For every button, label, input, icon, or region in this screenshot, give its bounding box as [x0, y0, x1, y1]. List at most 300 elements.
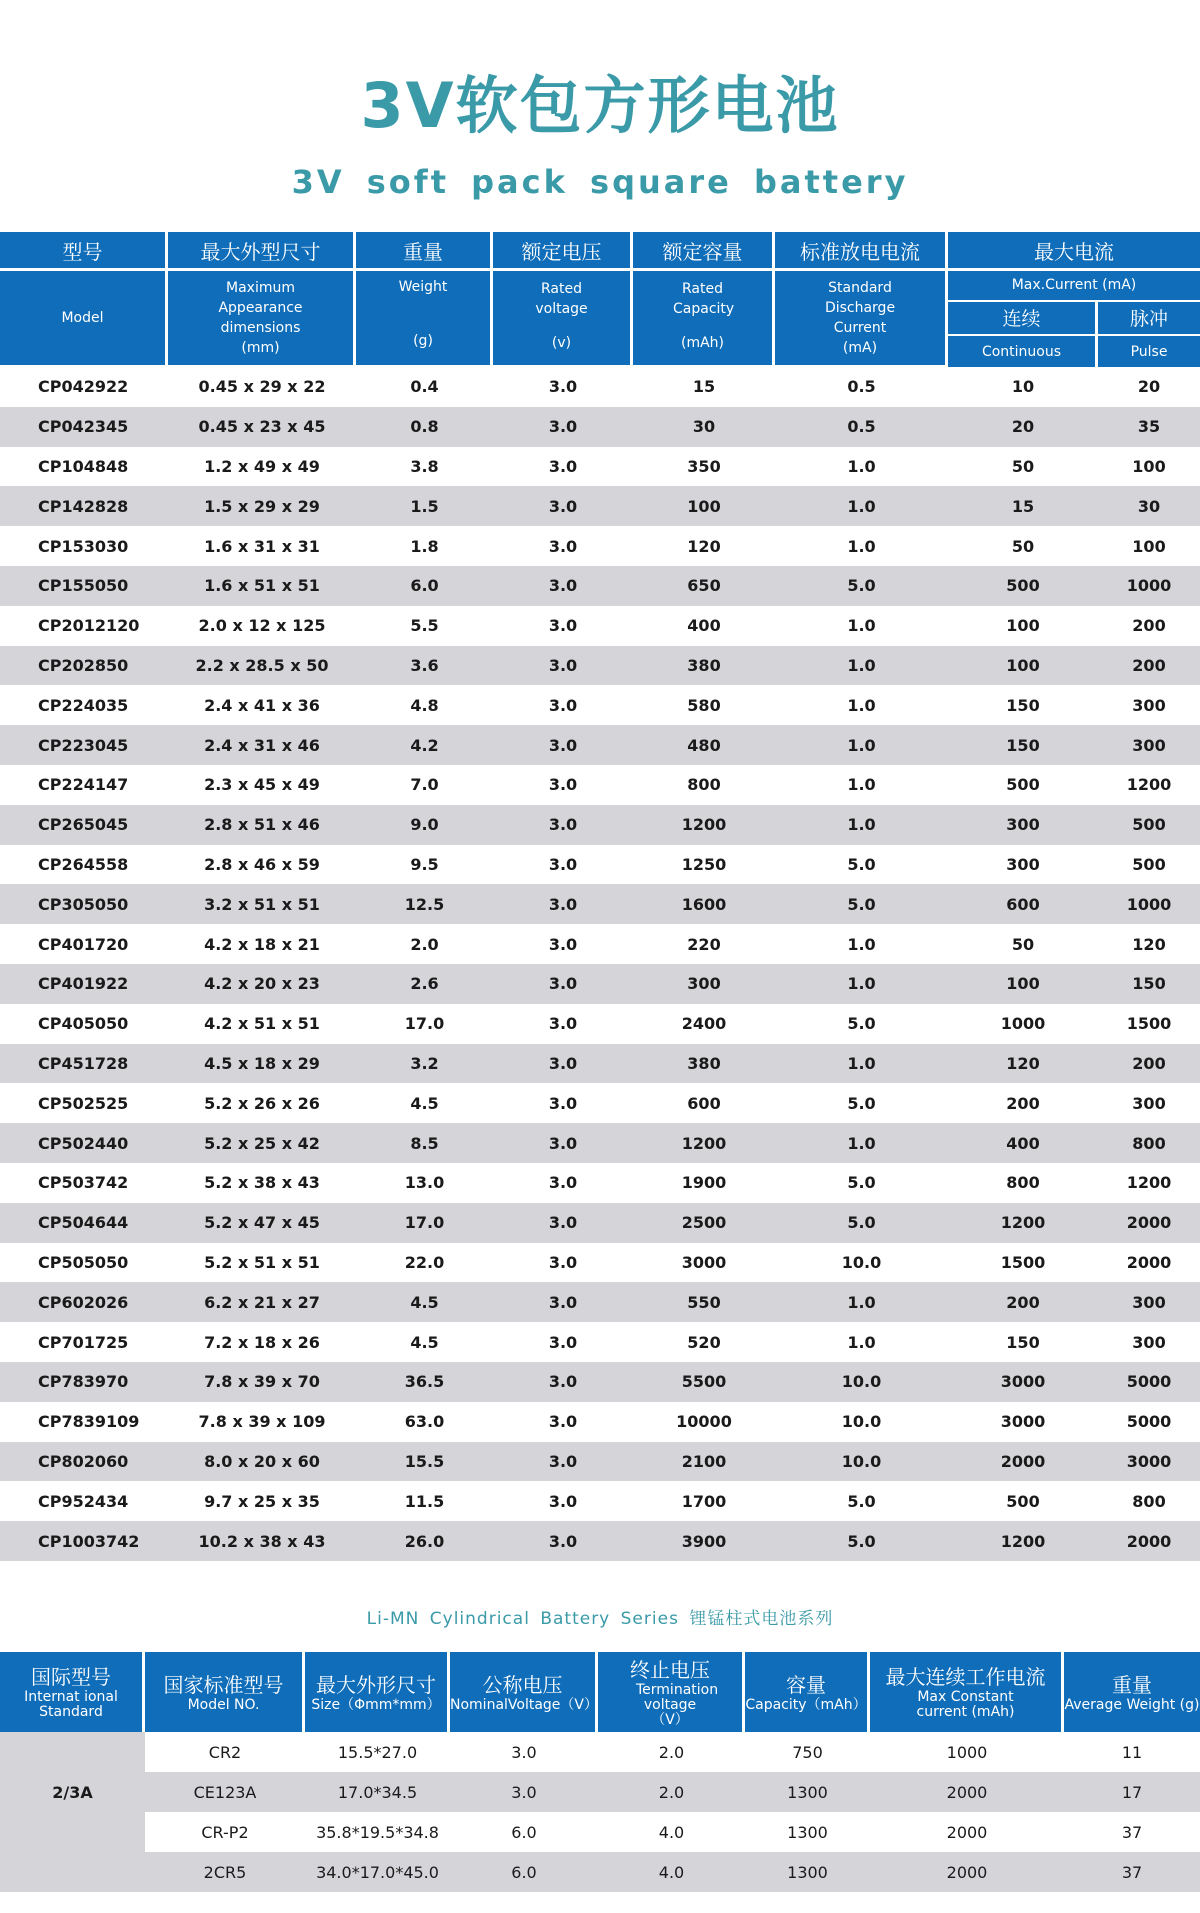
cell-weight: 11	[1064, 1732, 1200, 1772]
cell-capacity: 10000	[676, 1412, 732, 1432]
cell-pulse: 3000	[1098, 1442, 1200, 1482]
header-dimensions-unit: (mm)	[241, 340, 280, 356]
page-title-cn: 3V软包方形电池	[360, 69, 840, 142]
cell-capacity: 30	[633, 407, 775, 447]
cell-voltage: 3.0	[548, 377, 578, 397]
header-voltage-en	[493, 271, 633, 367]
header-discharge-label: Standard Discharge Current	[824, 280, 896, 336]
cell-continuous: 3000	[1000, 1412, 1046, 1432]
cell-model: CP502525	[38, 1093, 129, 1113]
cell-model: CP602026	[0, 1282, 168, 1322]
cell-voltage: 3.0	[493, 1203, 633, 1243]
cell-capacity: 350	[687, 456, 721, 476]
cell-capacity: 1300	[745, 1852, 870, 1892]
cell-continuous: 150	[1006, 695, 1040, 715]
cell-voltage: 3.0	[493, 1282, 633, 1322]
cell-dimensions: 0.45 x 23 x 45	[168, 407, 356, 447]
cell-capacity: 2400	[681, 1014, 727, 1034]
cell-model: CP2012120	[38, 616, 140, 636]
cell-model: CP223045	[0, 725, 168, 765]
cell-weight: 37	[1064, 1852, 1200, 1892]
cell-discharge: 1.0	[847, 616, 876, 636]
cell-dimensions: 1.2 x 49 x 49	[204, 456, 320, 476]
cell-discharge: 1.0	[775, 1282, 948, 1322]
cell-nominal-voltage: 6.0	[450, 1852, 598, 1892]
cell-capacity: 2100	[633, 1442, 775, 1482]
cell-model: CP701725	[38, 1332, 129, 1352]
cell-dimensions: 4.2 x 20 x 23	[168, 964, 356, 1004]
header-nominal-voltage: 公称电压 NominalVoltage（V）	[450, 1652, 598, 1732]
cell-voltage: 3.0	[548, 1412, 578, 1432]
cell-pulse: 800	[1132, 1491, 1166, 1511]
cell-model: CP504644	[0, 1203, 168, 1243]
cell-termination-voltage: 4.0	[598, 1812, 745, 1852]
table-row	[0, 1732, 1200, 1772]
table-row	[0, 845, 1200, 885]
cell-dimensions: 5.2 x 38 x 43	[204, 1173, 320, 1193]
cell-continuous: 50	[1011, 934, 1035, 954]
cell-weight: 4.5	[410, 1093, 439, 1113]
cell-pulse: 1200	[1126, 1173, 1172, 1193]
cell-continuous: 50	[1011, 456, 1035, 476]
cell-discharge: 5.0	[847, 854, 876, 874]
cell-weight: 36.5	[356, 1362, 493, 1402]
cell-discharge: 0.5	[847, 377, 876, 397]
cell-voltage: 3.0	[493, 646, 633, 686]
cell-weight: 2.6	[356, 964, 493, 1004]
cell-continuous: 300	[1006, 854, 1040, 874]
table-row	[0, 367, 1200, 407]
cell-weight: 3.2	[356, 1044, 493, 1084]
cell-pulse: 1000	[1098, 884, 1200, 924]
cell-voltage: 3.0	[493, 566, 633, 606]
cell-dimensions: 5.2 x 51 x 51	[204, 1252, 320, 1272]
cell-nominal-voltage: 3.0	[450, 1772, 598, 1812]
cell-dimensions: 1.6 x 51 x 51	[168, 566, 356, 606]
cell-dimensions: 8.0 x 20 x 60	[168, 1442, 356, 1482]
cell-discharge: 5.0	[775, 1203, 948, 1243]
cell-weight: 4.2	[356, 725, 493, 765]
cell-max-current: 2000	[870, 1772, 1064, 1812]
cell-dimensions: 7.2 x 18 x 26	[204, 1332, 320, 1352]
table-row	[0, 1243, 1200, 1283]
cell-pulse: 150	[1098, 964, 1200, 1004]
cell-weight: 17.0	[356, 1203, 493, 1243]
cell-model: CP503742	[38, 1173, 129, 1193]
header-max-constant-current: 最大连续工作电流 Max Constant current (mAh)	[870, 1652, 1064, 1732]
header-voltage-cn: 额定电压	[493, 232, 633, 271]
cell-capacity: 580	[687, 695, 721, 715]
cell-continuous: 200	[1006, 1093, 1040, 1113]
cell-voltage: 3.0	[548, 854, 578, 874]
cell-continuous: 1200	[948, 1203, 1098, 1243]
header-voltage-label: Rated voltage	[535, 281, 588, 317]
cell-pulse: 300	[1132, 1332, 1166, 1352]
cell-discharge: 1.0	[775, 1044, 948, 1084]
table2-header-row	[0, 1652, 1200, 1732]
cell-voltage: 3.0	[493, 1044, 633, 1084]
cell-capacity: 1200	[633, 805, 775, 845]
cell-model: CP451728	[0, 1044, 168, 1084]
cell-continuous: 200	[948, 1282, 1098, 1322]
cell-capacity: 1300	[745, 1812, 870, 1852]
table-row	[0, 1852, 1200, 1892]
table-row	[0, 685, 1200, 725]
cell-capacity: 1250	[681, 854, 727, 874]
cell-model: CP401922	[0, 964, 168, 1004]
header-capacity: 容量 Capacity（mAh）	[745, 1652, 870, 1732]
cell-voltage: 3.0	[548, 1491, 578, 1511]
table-header-en-row	[0, 271, 1200, 302]
cell-dimensions: 5.2 x 25 x 42	[168, 1123, 356, 1163]
cell-capacity: 800	[687, 775, 721, 795]
table-row	[0, 1282, 1200, 1322]
cell-pulse: 500	[1132, 854, 1166, 874]
cell-continuous: 100	[948, 646, 1098, 686]
cell-capacity: 1200	[633, 1123, 775, 1163]
table-row	[0, 1163, 1200, 1203]
header-discharge-unit: (mA)	[842, 340, 878, 356]
cell-capacity: 480	[633, 725, 775, 765]
cell-termination-voltage: 2.0	[598, 1772, 745, 1812]
table-row	[0, 1322, 1200, 1362]
cell-size: 17.0*34.5	[305, 1772, 450, 1812]
cell-discharge: 1.0	[775, 964, 948, 1004]
cell-capacity: 120	[687, 536, 721, 556]
cell-discharge: 1.0	[775, 805, 948, 845]
cell-dimensions: 1.5 x 29 x 29	[168, 486, 356, 526]
cell-voltage: 3.0	[548, 456, 578, 476]
cell-weight: 17.0	[404, 1014, 445, 1034]
cell-standard-empty	[0, 1852, 145, 1892]
cell-voltage: 3.0	[548, 934, 578, 954]
cell-voltage: 3.0	[548, 775, 578, 795]
cell-capacity: 380	[633, 1044, 775, 1084]
table-row	[0, 606, 1200, 646]
cell-dimensions: 2.2 x 28.5 x 50	[168, 646, 356, 686]
cell-dimensions: 9.7 x 25 x 35	[204, 1491, 320, 1511]
header-weight-cn: 重量	[356, 232, 493, 271]
cell-pulse: 20	[1137, 377, 1161, 397]
cell-discharge: 1.0	[847, 934, 876, 954]
cell-discharge: 1.0	[847, 695, 876, 715]
cell-discharge: 10.0	[841, 1252, 882, 1272]
table-row	[0, 1772, 1200, 1812]
cell-model: CP502440	[0, 1123, 168, 1163]
cell-discharge: 5.0	[847, 1093, 876, 1113]
cell-capacity: 1600	[633, 884, 775, 924]
cell-pulse: 2000	[1126, 1252, 1172, 1272]
cell-capacity: 400	[687, 616, 721, 636]
cell-termination-voltage: 2.0	[598, 1732, 745, 1772]
cell-voltage: 3.0	[493, 964, 633, 1004]
cell-size: 35.8*19.5*34.8	[305, 1812, 450, 1852]
cell-capacity: 550	[633, 1282, 775, 1322]
cell-pulse: 1500	[1126, 1014, 1172, 1034]
table-row	[0, 1044, 1200, 1084]
cell-nominal-voltage: 3.0	[450, 1732, 598, 1772]
table-row	[0, 1402, 1200, 1442]
cell-weight: 17	[1064, 1772, 1200, 1812]
cell-weight: 9.5	[410, 854, 439, 874]
cell-discharge: 1.0	[775, 486, 948, 526]
cell-max-current: 1000	[870, 1732, 1064, 1772]
cell-continuous: 1000	[1000, 1014, 1046, 1034]
cell-weight: 7.0	[410, 775, 439, 795]
cell-continuous: 1500	[1000, 1252, 1046, 1272]
cell-dimensions: 2.3 x 45 x 49	[204, 775, 320, 795]
cell-discharge: 1.0	[775, 725, 948, 765]
cell-voltage: 3.0	[493, 725, 633, 765]
cell-continuous: 150	[1006, 1332, 1040, 1352]
cell-weight: 37	[1064, 1812, 1200, 1852]
cell-discharge: 0.5	[775, 407, 948, 447]
cell-weight: 13.0	[404, 1173, 445, 1193]
cell-model: CP153030	[38, 536, 129, 556]
header-dimensions-en	[168, 271, 356, 367]
cell-size: 34.0*17.0*45.0	[305, 1852, 450, 1892]
cell-weight: 4.5	[356, 1282, 493, 1322]
header-model-no: 国家标准型号 Model NO.	[145, 1652, 305, 1732]
cell-voltage: 3.0	[548, 1093, 578, 1113]
cell-discharge: 10.0	[841, 1412, 882, 1432]
cell-capacity: 600	[687, 1093, 721, 1113]
cell-pulse: 35	[1098, 407, 1200, 447]
cell-pulse: 2000	[1098, 1203, 1200, 1243]
cell-capacity: 220	[687, 934, 721, 954]
cell-model: CP155050	[0, 566, 168, 606]
cell-capacity: 520	[687, 1332, 721, 1352]
header-model-cn: 型号	[0, 232, 168, 271]
cell-continuous: 15	[948, 486, 1098, 526]
cell-continuous: 3000	[948, 1362, 1098, 1402]
cell-voltage: 3.0	[493, 1362, 633, 1402]
cell-pulse: 120	[1132, 934, 1166, 954]
cell-dimensions: 1.6 x 31 x 31	[204, 536, 320, 556]
cell-continuous: 500	[948, 566, 1098, 606]
cell-pulse: 300	[1132, 695, 1166, 715]
cell-discharge: 5.0	[775, 1521, 948, 1561]
cell-pulse: 800	[1098, 1123, 1200, 1163]
cell-voltage: 3.0	[493, 1442, 633, 1482]
cell-model: CP1003742	[0, 1521, 168, 1561]
cell-weight: 22.0	[404, 1252, 445, 1272]
cell-pulse: 300	[1098, 1282, 1200, 1322]
cell-continuous: 100	[1006, 616, 1040, 636]
header-size: 最大外形尺寸 Size（Φmm*mm）	[305, 1652, 450, 1732]
table-row	[0, 646, 1200, 686]
cell-group-standard: 2/3A	[0, 1732, 145, 1852]
cell-capacity: 3000	[681, 1252, 727, 1272]
cell-model: CP142828	[0, 486, 168, 526]
cell-model: CP505050	[38, 1252, 129, 1272]
cell-model: CP224147	[38, 775, 129, 795]
cell-voltage: 3.0	[548, 1173, 578, 1193]
cell-voltage: 3.0	[493, 805, 633, 845]
cell-pulse: 100	[1132, 536, 1166, 556]
cell-discharge: 1.0	[847, 1332, 876, 1352]
soft-pack-battery-table	[0, 232, 1200, 1561]
cell-model: CP405050	[38, 1014, 129, 1034]
table-row	[0, 1004, 1200, 1044]
cell-pulse: 1200	[1126, 775, 1172, 795]
header-continuous-cn: 连续	[948, 302, 1098, 337]
cell-capacity: 300	[633, 964, 775, 1004]
cell-model: CP7839109	[38, 1412, 140, 1432]
page-title-en: 3V soft pack square battery	[291, 163, 909, 201]
cell-dimensions: 2.0 x 12 x 125	[198, 616, 326, 636]
cell-dimensions: 5.2 x 26 x 26	[204, 1093, 320, 1113]
header-capacity-label: Rated Capacity	[673, 281, 735, 317]
cell-discharge: 5.0	[847, 1173, 876, 1193]
header-model-en: Model	[0, 271, 168, 367]
cell-model: CP783970	[0, 1362, 168, 1402]
cell-continuous: 20	[948, 407, 1098, 447]
cell-voltage: 3.0	[493, 1521, 633, 1561]
cell-model: CP401720	[38, 934, 129, 954]
cell-pulse: 1000	[1098, 566, 1200, 606]
table-row	[0, 1521, 1200, 1561]
cell-model: CP202850	[0, 646, 168, 686]
table-row	[0, 526, 1200, 566]
header-capacity-en	[633, 271, 775, 367]
cell-discharge: 5.0	[847, 1491, 876, 1511]
cell-pulse: 30	[1098, 486, 1200, 526]
cell-dimensions: 3.2 x 51 x 51	[168, 884, 356, 924]
cell-capacity: 750	[745, 1732, 870, 1772]
header-dimensions-label: Maximum Appearance dimensions	[218, 280, 303, 336]
cell-continuous: 1200	[948, 1521, 1098, 1561]
cell-continuous: 400	[948, 1123, 1098, 1163]
cell-size: 15.5*27.0	[305, 1732, 450, 1772]
cell-weight: 1.5	[356, 486, 493, 526]
cell-dimensions: 0.45 x 29 x 22	[198, 377, 326, 397]
cell-continuous: 500	[1006, 775, 1040, 795]
cell-discharge: 1.0	[847, 456, 876, 476]
cell-model-no: 2CR5	[145, 1852, 305, 1892]
cell-weight: 26.0	[356, 1521, 493, 1561]
cell-model: CP042922	[38, 377, 129, 397]
table-row	[0, 924, 1200, 964]
header-max-current-cn: 最大电流	[948, 232, 1200, 271]
header-weight-unit: (g)	[413, 333, 433, 349]
header-international-standard: 国际型号 Internat ional Standard	[0, 1652, 145, 1732]
cell-continuous: 150	[948, 725, 1098, 765]
table-row	[0, 1203, 1200, 1243]
cell-voltage: 3.0	[548, 536, 578, 556]
table-row	[0, 566, 1200, 606]
cell-model-no: CE123A	[145, 1772, 305, 1812]
cell-capacity: 5500	[633, 1362, 775, 1402]
cell-dimensions: 4.5 x 18 x 29	[168, 1044, 356, 1084]
cell-weight: 4.8	[410, 695, 439, 715]
cell-dimensions: 2.4 x 31 x 46	[168, 725, 356, 765]
cell-weight: 11.5	[404, 1491, 445, 1511]
cell-dimensions: 4.2 x 18 x 21	[204, 934, 320, 954]
cell-capacity: 2500	[633, 1203, 775, 1243]
cell-dimensions: 2.4 x 41 x 36	[204, 695, 320, 715]
header-discharge-en	[775, 271, 948, 367]
header-dimensions-cn: 最大外型尺寸	[168, 232, 356, 271]
cell-discharge: 1.0	[847, 775, 876, 795]
cell-capacity: 650	[633, 566, 775, 606]
cell-voltage: 3.0	[548, 616, 578, 636]
cell-dimensions: 6.2 x 21 x 27	[168, 1282, 356, 1322]
cell-model-no: CR-P2	[145, 1812, 305, 1852]
header-pulse-cn: 脉冲	[1098, 302, 1200, 337]
cell-weight: 3.8	[410, 456, 439, 476]
cell-voltage: 3.0	[493, 407, 633, 447]
cell-model: CP802060	[0, 1442, 168, 1482]
cell-pulse: 200	[1132, 616, 1166, 636]
cylindrical-series-title: Li-MN Cylindrical Battery Series 锂锰柱式电池系列	[366, 1609, 834, 1629]
cell-capacity: 1300	[745, 1772, 870, 1812]
cell-voltage: 3.0	[548, 1252, 578, 1272]
cell-weight: 6.0	[356, 566, 493, 606]
cell-weight: 8.5	[356, 1123, 493, 1163]
cell-pulse: 300	[1132, 1093, 1166, 1113]
table-row	[0, 447, 1200, 487]
cell-continuous: 50	[1011, 536, 1035, 556]
cell-weight: 9.0	[356, 805, 493, 845]
cell-termination-voltage: 4.0	[598, 1852, 745, 1892]
cell-continuous: 10	[1011, 377, 1035, 397]
cell-continuous: 500	[1006, 1491, 1040, 1511]
cell-pulse: 200	[1098, 646, 1200, 686]
cell-pulse: 300	[1098, 725, 1200, 765]
cell-model: CP042345	[0, 407, 168, 447]
cell-model: CP952434	[38, 1491, 129, 1511]
cell-dimensions: 2.8 x 51 x 46	[168, 805, 356, 845]
cell-voltage: 3.0	[493, 884, 633, 924]
header-max-current-en: Max.Current (mA)	[948, 271, 1200, 302]
cell-dimensions: 7.8 x 39 x 109	[198, 1412, 326, 1432]
cell-continuous: 800	[1006, 1173, 1040, 1193]
cell-dimensions: 7.8 x 39 x 70	[168, 1362, 356, 1402]
header-weight-en	[356, 271, 493, 367]
cell-continuous: 2000	[948, 1442, 1098, 1482]
cell-voltage: 3.0	[548, 1014, 578, 1034]
cell-continuous: 300	[948, 805, 1098, 845]
header-discharge-cn: 标准放电电流	[775, 232, 948, 271]
table-row	[0, 884, 1200, 924]
cell-weight: 15.5	[356, 1442, 493, 1482]
cell-dimensions: 10.2 x 38 x 43	[168, 1521, 356, 1561]
cell-continuous: 100	[948, 964, 1098, 1004]
cell-pulse: 100	[1132, 456, 1166, 476]
cell-weight: 5.5	[410, 616, 439, 636]
cell-model: CP104848	[38, 456, 129, 476]
cell-model: CP305050	[0, 884, 168, 924]
table-header-cn-row	[0, 232, 1200, 271]
table-row	[0, 1362, 1200, 1402]
cell-dimensions: 5.2 x 47 x 45	[168, 1203, 356, 1243]
cell-pulse: 5000	[1126, 1412, 1172, 1432]
cell-voltage: 3.0	[493, 486, 633, 526]
header-capacity-unit: (mAh)	[680, 335, 724, 351]
cell-capacity: 1900	[681, 1173, 727, 1193]
table-row	[0, 805, 1200, 845]
cell-continuous: 600	[948, 884, 1098, 924]
cell-model: CP264558	[38, 854, 129, 874]
header-pulse-en: Pulse	[1098, 336, 1200, 367]
cell-discharge: 1.0	[775, 646, 948, 686]
cell-pulse: 500	[1098, 805, 1200, 845]
cell-voltage: 3.0	[493, 1123, 633, 1163]
cell-discharge: 5.0	[847, 1014, 876, 1034]
table-row	[0, 1123, 1200, 1163]
table-row	[0, 1481, 1200, 1521]
